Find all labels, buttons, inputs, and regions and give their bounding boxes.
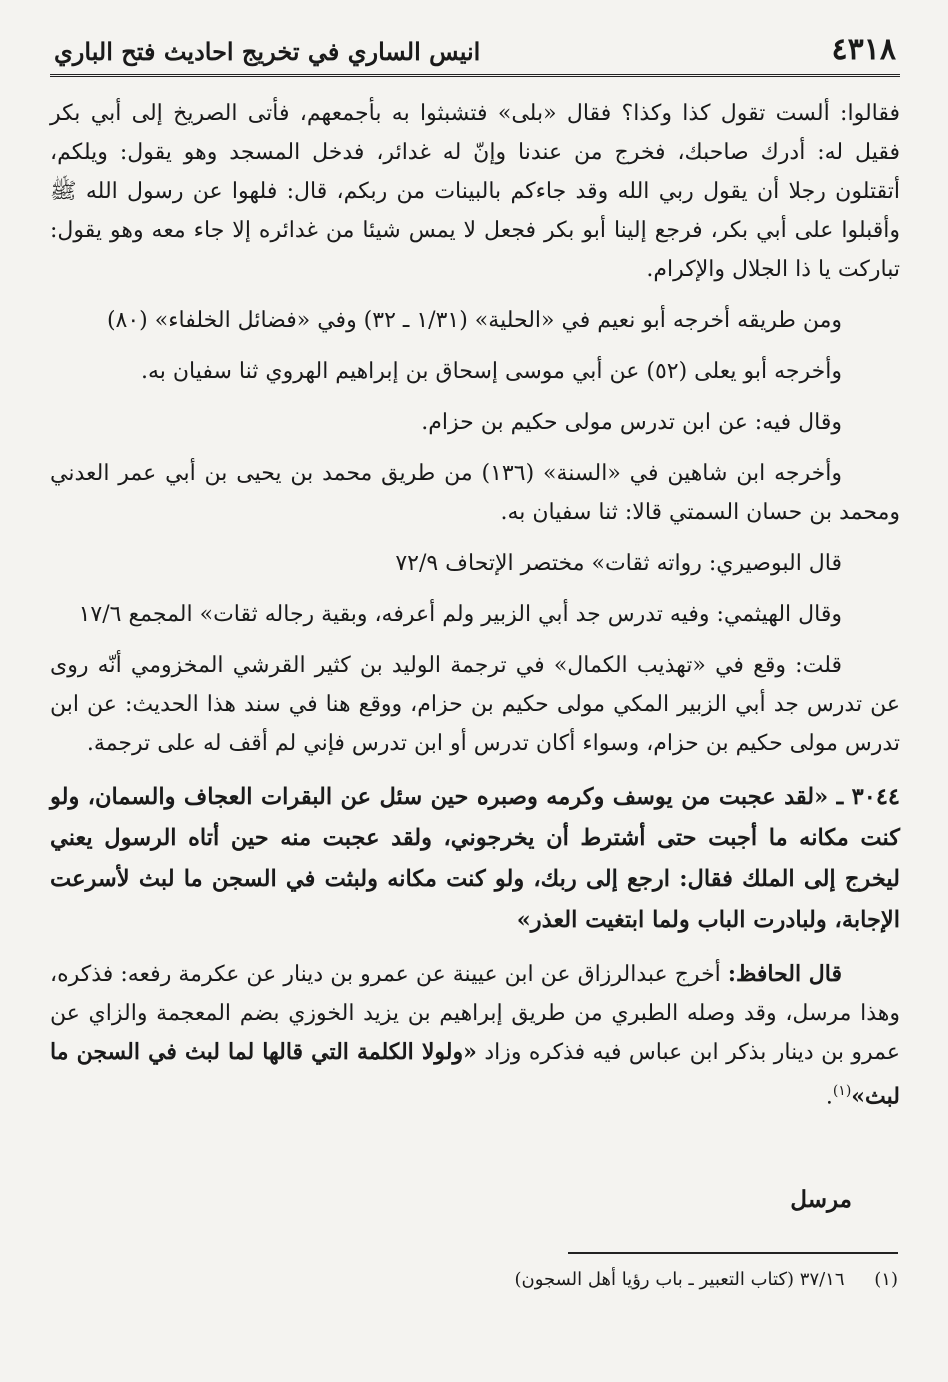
paragraph: قال البوصيري: رواته ثقات» مختصر الإتحاف ٧٢/٩ — [395, 551, 842, 576]
hadith-dash: ـ — [828, 784, 844, 810]
paragraph: وقال فيه: عن ابن تدرس مولى حكيم بن حزام. — [421, 410, 842, 435]
paragraph: قلت: وقع في «تهذيب الكمال» في ترجمة الوليد بن كثير القرشي المخزومي أنّه روى عن تدرس جد أبي الزبير المكي مولى حكيم بن حزام، ووقع هنا في سند هذا الحديث: عن ابن تدرس مولى حكيم بن حزام، وسواء أكان تدرس أو ابن تدرس فإني لم أقف له على ترجمة. — [50, 653, 900, 756]
paragraph: وأخرجه ابن شاهين في «السنة» (١٣٦) من طريق محمد بن يحيى بن أبي عمر العدني ومحمد بن حسان السمتي قالا: ثنا سفيان به. — [50, 461, 900, 525]
running-title: انيس الساري في تخريج احاديث فتح الباري — [54, 37, 481, 66]
hadith-text: «لقد عجبت من يوسف وكرمه وصبره حين سئل عن البقرات العجاف والسمان، ولو كنت مكانه ما أجبت حتى أشترط أن يخرجوني، ولقد عجبت منه حين أتاه الرسول يعني ليخرج إلى الملك فقال: ارجع إلى ربك، ولو كنت مكانه ولبثت في السجن ما لبث لأسرعت الإجابة، ولبادرت الباب ولما ابتغيت العذر» — [50, 784, 900, 933]
page-body — [50, 94, 900, 1128]
hadith-number: ٣٠٤٤ — [851, 784, 900, 810]
verdict: مرسل — [790, 1186, 852, 1213]
paragraph: فقالوا: ألست تقول كذا وكذا؟ فقال «بلى» فتشبثوا به بأجمعهم، فأتى الصريخ إلى أبي بكر فقيل له: أدرك صاحبك، فخرج من عندنا وإنّ له غدائر، فدخل المسجد وهو يقول: ويلكم، أتقتلون رجلا أن يقول ربي الله وقد جاءكم بالبينات من ربكم، قال: فلهوا عن رسول الله ﷺ وأقبلوا على أبي بكر، فرجع إلينا أبو بكر فجعل لا يمس شيئا من غدائره إلا جاء معه وهو يقول: تباركت يا ذا الجلال والإكرام. — [50, 101, 900, 282]
paragraph: وأخرجه أبو يعلى (٥٢) عن أبي موسى إسحاق بن إبراهيم الهروي ثنا سفيان به. — [140, 359, 842, 384]
footnote-reference: (١) — [832, 1083, 852, 1099]
footnote-marker: (١) — [874, 1269, 898, 1290]
footnote-divider — [568, 1252, 898, 1254]
page-header — [50, 30, 900, 77]
page-number: ٤٣١٨ — [831, 32, 896, 67]
footnote — [48, 1266, 898, 1294]
hafiz-label: قال الحافظ: — [727, 961, 843, 987]
footnote-text: ٣٧/١٦ (كتاب التعبير ـ باب رؤيا أهل السجون) — [514, 1269, 845, 1290]
paragraph: وقال الهيثمي: وفيه تدرس جد أبي الزبير ولم أعرفه، وبقية رجاله ثقات» المجمع ١٧/٦ — [78, 602, 842, 627]
hadith-block — [50, 777, 900, 941]
hafiz-text: أخرج عبدالرزاق عن ابن عيينة عن عمرو بن دينار عن عكرمة رفعه: فذكره، وهذا مرسل، وقد وصله الطبري من طريق إبراهيم بن يزيد الخوزي بضم المعجمة والزاي عن عمرو بن دينار بذكر ابن عباس فيه فذكره وزاد — [50, 962, 901, 1065]
hafiz-paragraph: قال الحافظ: أخرج عبدالرزاق عن ابن عيينة عن عمرو بن دينار عن عكرمة رفعه: فذكره، وهذا مرسل، وقد وصله الطبري من طريق إبراهيم بن يزيد الخوزي بضم المعجمة والزاي عن عمرو بن دينار بذكر ابن عباس فيه فذكره وزاد «ولولا الكلمة التي قالها لما لبث في السجن ما لبث»$^{(١)}$. — [50, 961, 901, 1110]
hafiz-quote: «ولولا الكلمة التي قالها لما لبث في السجن ما لبث» — [50, 1039, 900, 1110]
paragraph: ومن طريقه أخرجه أبو نعيم في «الحلية» (١/٣١ ـ ٣٢) وفي «فضائل الخلفاء» (٨٠) — [106, 308, 842, 333]
